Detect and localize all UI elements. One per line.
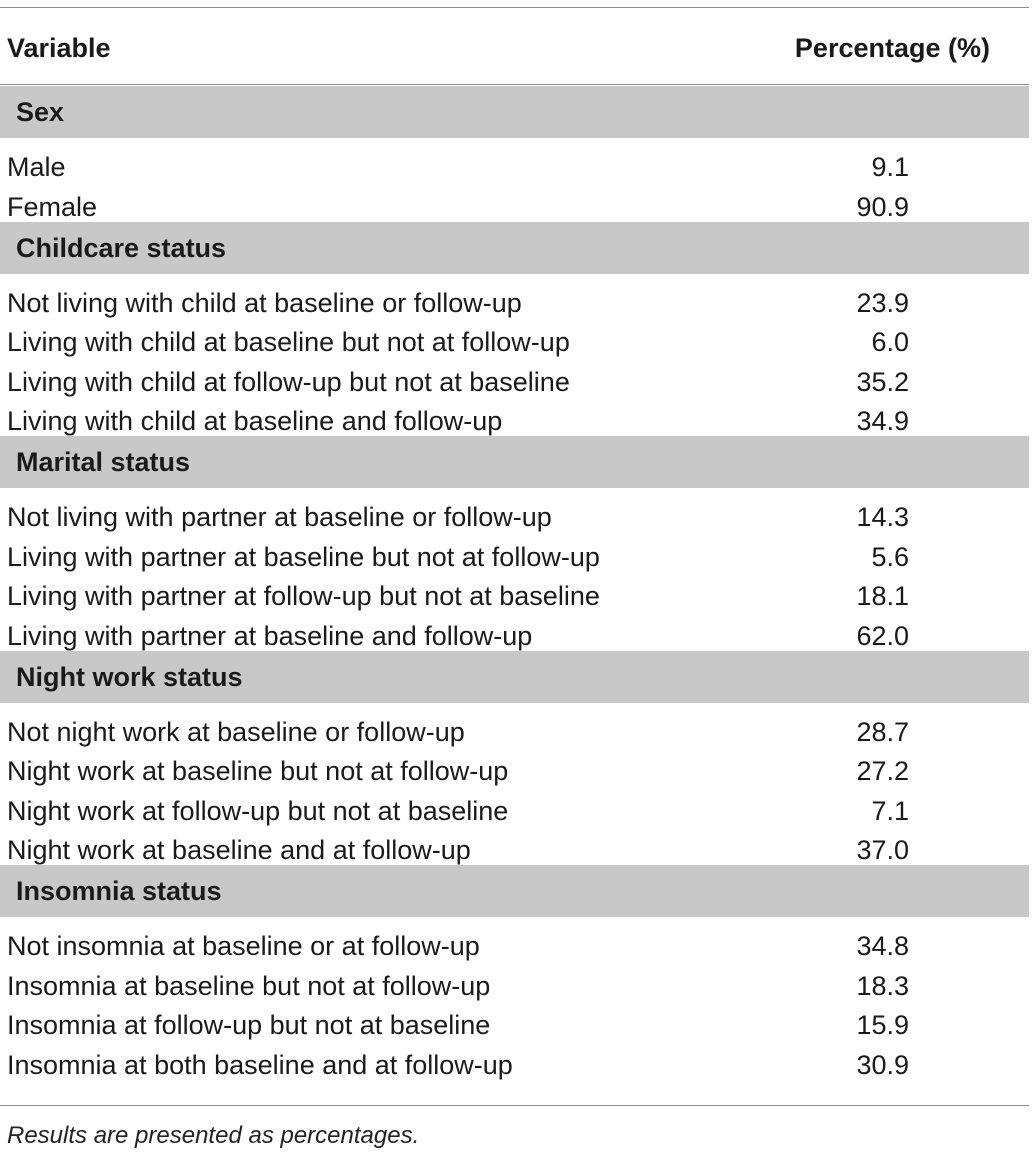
table-row	[0, 497, 1029, 537]
row-label: Male	[7, 152, 66, 182]
row-value: 18.1	[856, 581, 909, 611]
row-value: 7.1	[871, 796, 909, 826]
row-value: 30.9	[856, 1050, 909, 1080]
section-title: Night work status	[16, 662, 243, 692]
section-title: Marital status	[16, 447, 191, 477]
row-label: Not night work at baseline or follow-up	[7, 717, 465, 747]
table-row	[0, 576, 1029, 616]
row-value: 37.0	[856, 835, 909, 865]
table-row	[0, 1005, 1029, 1045]
row-label: Not insomnia at baseline or at follow-up	[7, 931, 480, 961]
table-row	[0, 791, 1029, 831]
section-marital-status	[0, 436, 1029, 488]
row-value: 27.2	[856, 756, 909, 786]
table-row	[0, 1045, 1029, 1085]
bottom-rule	[0, 1105, 1029, 1106]
table-row	[0, 712, 1029, 752]
row-value: 34.9	[856, 406, 909, 436]
table-row	[0, 830, 1029, 870]
row-value: 9.1	[871, 152, 909, 182]
table-row	[0, 926, 1029, 966]
table-row	[0, 322, 1029, 362]
table-footnote: Results are presented as percentages.	[7, 1122, 420, 1149]
table-row	[0, 187, 1029, 227]
header-variable: Variable	[7, 33, 111, 63]
row-label: Not living with partner at baseline or follow-up	[7, 502, 552, 532]
row-label: Night work at baseline and at follow-up	[7, 835, 471, 865]
table-row	[0, 751, 1029, 791]
row-value: 34.8	[856, 931, 909, 961]
row-label: Female	[7, 192, 98, 222]
table-row	[0, 362, 1029, 402]
row-label: Night work at baseline but not at follow-up	[7, 756, 509, 786]
row-value: 18.3	[856, 971, 909, 1001]
section-insomnia-status	[0, 865, 1029, 917]
table-row	[0, 966, 1029, 1006]
table-row	[0, 616, 1029, 656]
row-label: Night work at follow-up but not at baseline	[7, 796, 509, 826]
row-value: 6.0	[871, 327, 909, 357]
table-header	[0, 8, 1029, 84]
table-row	[0, 537, 1029, 577]
row-value: 23.9	[856, 288, 909, 318]
header-rule	[0, 84, 1029, 85]
row-label: Living with child at follow-up but not at baseline	[7, 367, 570, 397]
table-row	[0, 283, 1029, 323]
row-value: 15.9	[856, 1010, 909, 1040]
table-row	[0, 401, 1029, 441]
row-label: Living with child at baseline but not at follow-up	[7, 327, 570, 357]
row-label: Insomnia at both baseline and at follow-up	[7, 1050, 513, 1080]
section-title: Insomnia status	[16, 876, 222, 906]
row-label: Not living with child at baseline or follow-up	[7, 288, 522, 318]
section-title: Sex	[16, 97, 65, 127]
row-value: 5.6	[871, 542, 909, 572]
row-value: 62.0	[856, 621, 909, 651]
row-label: Living with partner at follow-up but not at baseline	[7, 581, 600, 611]
header-percentage: Percentage (%)	[794, 33, 990, 63]
section-title: Childcare status	[16, 233, 227, 263]
table-row	[0, 147, 1029, 187]
row-label: Insomnia at baseline but not at follow-up	[7, 971, 491, 1001]
section-sex	[0, 86, 1029, 138]
row-label: Insomnia at follow-up but not at baseline	[7, 1010, 491, 1040]
row-value: 28.7	[856, 717, 909, 747]
row-label: Living with partner at baseline but not at follow-up	[7, 542, 600, 572]
row-label: Living with partner at baseline and follow-up	[7, 621, 533, 651]
row-value: 90.9	[856, 192, 909, 222]
row-value: 14.3	[856, 502, 909, 532]
section-childcare-status	[0, 222, 1029, 274]
row-label: Living with child at baseline and follow-up	[7, 406, 503, 436]
section-night-work-status	[0, 651, 1029, 703]
row-value: 35.2	[856, 367, 909, 397]
